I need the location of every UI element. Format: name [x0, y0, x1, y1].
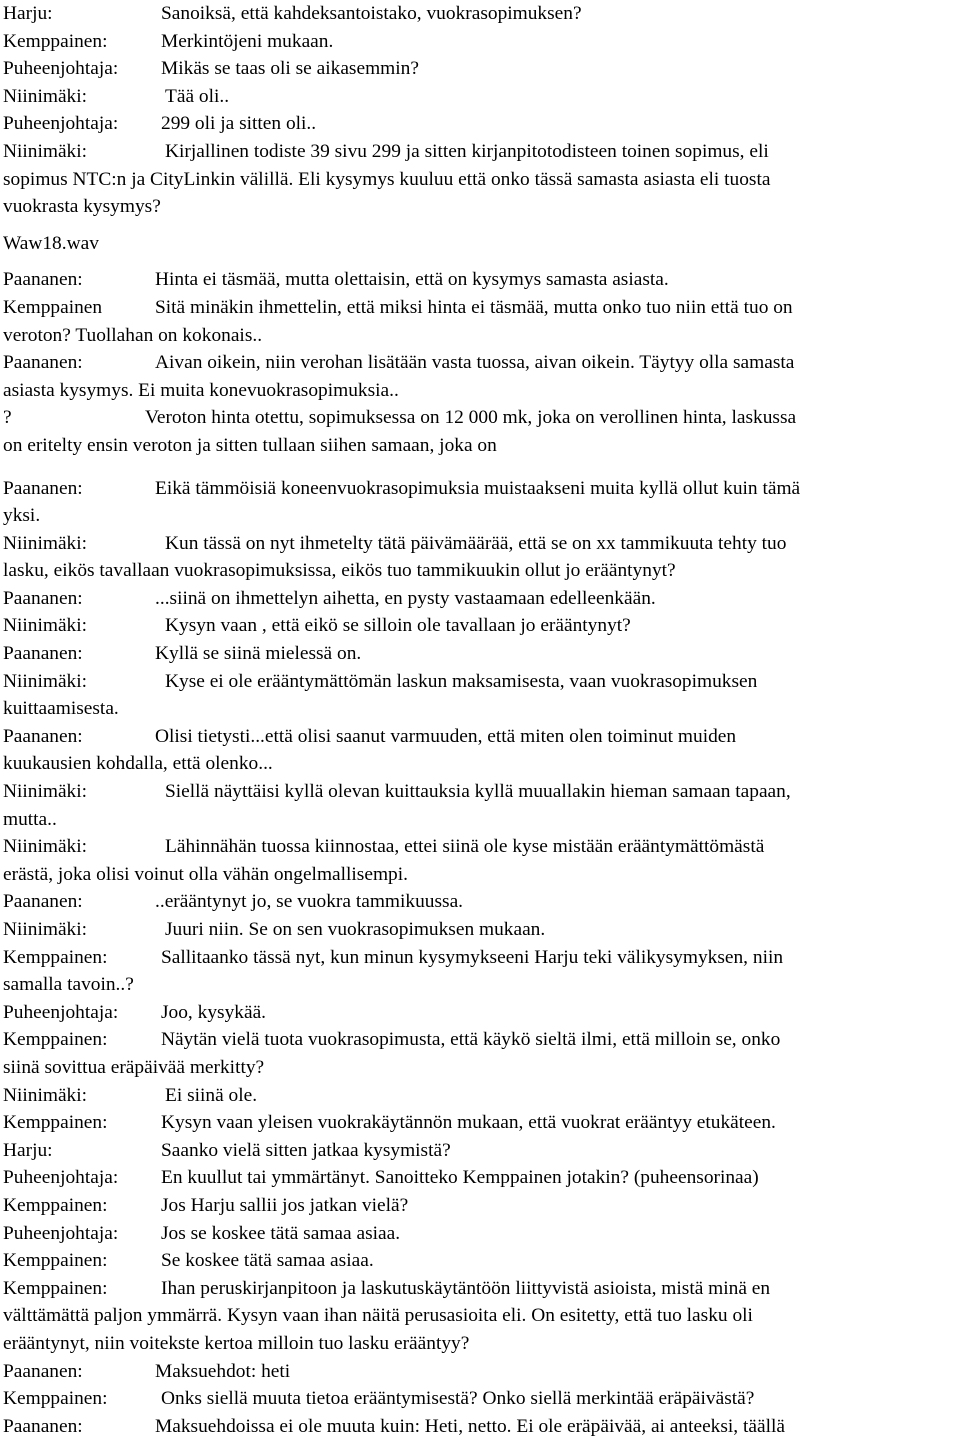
speaker-label: Puheenjohtaja:: [3, 1222, 119, 1244]
transcript-line: [3, 432, 958, 460]
speaker-label: Kemppainen:: [3, 1250, 108, 1272]
speaker-label: Paananen:: [3, 725, 83, 747]
speaker-label: Niinimäki:: [3, 919, 88, 940]
utterance-text: Kyllä se siinä mielessä on.: [155, 643, 362, 665]
utterance-text: Jos se koskee tätä samaa asiaa.: [161, 1222, 401, 1244]
utterance-text: Sanoiksä, että kahdeksantoistako, vuokrasopimuksen?: [161, 3, 582, 24]
speaker-label: Puheenjohtaja:: [3, 1001, 119, 1023]
transcript-line: [3, 1413, 958, 1441]
transcript-line: [3, 322, 958, 350]
transcript-line: [3, 266, 958, 294]
utterance-text: Saanko vielä sitten jatkaa kysymistä?: [161, 1139, 451, 1161]
speaker-label: Niinimäki:: [3, 1084, 88, 1106]
utterance-text: siinä sovittua eräpäivää merkitty?: [3, 1056, 265, 1078]
utterance-text: vuokrasta kysymys?: [3, 196, 161, 218]
speaker-label: Niinimäki:: [3, 615, 88, 637]
utterance-text: Näytän vielä tuota vuokrasopimusta, että käykö sieltä ilmi, että milloin se, onko: [161, 1029, 781, 1051]
transcript-line: [3, 585, 958, 613]
transcript-line: [3, 1302, 958, 1330]
speaker-label: Paananen:: [3, 891, 83, 913]
utterance-text: Tää oli..: [165, 85, 230, 107]
transcript-line: [3, 1247, 958, 1275]
utterance-text: on eritelty ensin veroton ja sitten tullaan siihen samaan, joka on: [3, 434, 497, 456]
transcript-line: [3, 83, 958, 111]
utterance-text: Ei siinä ole.: [165, 1084, 258, 1106]
speaker-label: Paananen:: [3, 643, 83, 665]
transcript-line: [3, 377, 958, 405]
transcript-line: [3, 349, 958, 377]
speaker-label: Puheenjohtaja:: [3, 113, 119, 135]
transcript-line: [3, 502, 958, 530]
utterance-text: Onks siellä muuta tietoa erääntymisestä? Onko siellä merkintää eräpäivästä?: [161, 1388, 755, 1410]
utterance-text: Lähinnähän tuossa kiinnostaa, ettei siinä ole kyse mistään erääntymättömästä: [165, 836, 765, 858]
utterance-text: Ihan peruskirjanpitoon ja laskutuskäytäntöön liittyvistä asioista, mistä minä en: [161, 1277, 771, 1299]
utterance-text: asiasta kysymys. Ei muita konevuokrasopimuksia..: [3, 379, 399, 401]
transcript-line: [3, 1137, 958, 1165]
speaker-label: Paananen:: [3, 352, 83, 374]
transcript-line: [3, 916, 958, 944]
utterance-text: Siellä näyttäisi kyllä olevan kuittauksia kyllä muuallakin hieman samaan tapaan,: [165, 781, 791, 803]
utterance-text: kuukausien kohdalla, että olenko...: [3, 753, 273, 775]
utterance-text: Veroton hinta otettu, sopimuksessa on 12 000 mk, joka on verollinen hinta, laskussa: [145, 407, 797, 429]
transcript-line: [3, 640, 958, 668]
utterance-text: Juuri niin. Se on sen vuokrasopimuksen mukaan.: [165, 919, 546, 940]
speaker-label: Niinimäki:: [3, 670, 88, 692]
transcript-line: [3, 404, 958, 432]
speaker-label: Niinimäki:: [3, 836, 88, 858]
speaker-label: Niinimäki:: [3, 85, 88, 107]
utterance-text: Kun tässä on nyt ihmetelty tätä päivämäärää, että se on xx tammikuuta tehty tuo: [165, 532, 787, 554]
transcript-line: [3, 1054, 958, 1082]
transcript-line: [3, 833, 958, 861]
utterance-text: Aivan oikein, niin verohan lisätään vasta tuossa, aivan oikein. Täytyy olla samasta: [155, 352, 795, 374]
transcript-line: [3, 1082, 958, 1110]
speaker-label: Kemppainen:: [3, 1388, 108, 1410]
utterance-text: Sitä minäkin ihmettelin, että miksi hinta ei täsmää, mutta onko tuo niin että tuo on: [155, 296, 793, 318]
utterance-text: erästä, joka olisi voinut olla vähän ongelmallisempi.: [3, 863, 408, 885]
utterance-text: Kysyn vaan , että eikö se silloin ole tavallaan jo erääntynyt?: [165, 615, 631, 637]
paragraph-gap: [3, 221, 958, 230]
speaker-label: Kemppainen:: [3, 30, 108, 52]
utterance-text: Maksuehdot: heti: [155, 1360, 291, 1382]
transcript-line: [3, 1330, 958, 1358]
utterance-text: ...siinä on ihmettelyn aihetta, en pysty vastaamaan edelleenkään.: [155, 587, 656, 609]
utterance-text: sopimus NTC:n ja CityLinkin välillä. Eli kysymys kuuluu että onko tässä samasta asiasta eli tuosta: [3, 168, 771, 190]
speaker-label: Harju:: [3, 1139, 53, 1161]
transcript-line: [3, 1275, 958, 1303]
utterance-text: Mikäs se taas oli se aikasemmin?: [161, 58, 419, 80]
paragraph-gap: [3, 460, 958, 475]
utterance-text: kuittaamisesta.: [3, 698, 119, 720]
transcript-line: [3, 612, 958, 640]
speaker-label: Kemppainen:: [3, 1112, 108, 1134]
utterance-text: ..erääntynyt jo, se vuokra tammikuussa.: [155, 891, 464, 913]
transcript-line: [3, 999, 958, 1027]
paragraph-gap: [3, 257, 958, 266]
speaker-label: Kemppainen:: [3, 1029, 108, 1051]
transcript-line: [3, 55, 958, 83]
utterance-text: Jos Harju sallii jos jatkan vielä?: [161, 1194, 409, 1216]
transcript-line: [3, 1192, 958, 1220]
speaker-label: Niinimäki:: [3, 140, 88, 162]
utterance-text: Kyse ei ole erääntymättömän laskun maksamisesta, vaan vuokrasopimuksen: [165, 670, 758, 692]
speaker-label: Paananen:: [3, 1415, 83, 1437]
speaker-label: Puheenjohtaja:: [3, 1167, 119, 1189]
utterance-text: Olisi tietysti...että olisi saanut varmuuden, että miten olen toiminut muiden: [155, 725, 737, 747]
speaker-label: Paananen:: [3, 587, 83, 609]
utterance-text: 299 oli ja sitten oli..: [161, 113, 317, 135]
transcript-line: [3, 1358, 958, 1386]
transcript-line: [3, 1109, 958, 1137]
transcript-line: [3, 971, 958, 999]
speaker-label: Harju:: [3, 3, 53, 24]
utterance-text: Joo, kysykää.: [161, 1001, 267, 1023]
utterance-text: Eikä tämmöisiä koneenvuokrasopimuksia muistaakseni muita kyllä ollut kuin tämä: [155, 477, 801, 499]
utterance-text: En kuullut tai ymmärtänyt. Sanoitteko Kemppainen jotakin? (puheensorinaa): [161, 1167, 759, 1189]
transcript-line: [3, 166, 958, 194]
speaker-label: Niinimäki:: [3, 532, 88, 554]
speaker-label: Kemppainen:: [3, 1194, 108, 1216]
transcript-line: [3, 193, 958, 221]
utterance-text: Sallitaanko tässä nyt, kun minun kysymykseeni Harju teki välikysymyksen, niin: [161, 946, 784, 968]
utterance-text: samalla tavoin..?: [3, 974, 134, 996]
utterance-text: erääntynyt, niin voitekste kertoa milloin tuo lasku erääntyy?: [3, 1332, 470, 1354]
utterance-text: Kirjallinen todiste 39 sivu 299 ja sitten kirjanpitotodisteen toinen sopimus, eli: [165, 140, 769, 162]
transcript-line: [3, 530, 958, 558]
transcript-line: [3, 778, 958, 806]
transcript-line: [3, 294, 958, 322]
utterance-text: välttämättä paljon ymmärrä. Kysyn vaan ihan näitä perusasioita eli. On esitetty, että tuo lasku oli: [3, 1305, 753, 1327]
transcript-line: [3, 230, 958, 258]
transcript-line: [3, 28, 958, 56]
utterance-text: Hinta ei täsmää, mutta olettaisin, että on kysymys samasta asiasta.: [155, 269, 669, 291]
utterance-text: mutta..: [3, 808, 57, 830]
transcript-line: [3, 695, 958, 723]
transcript-line: [3, 668, 958, 696]
speaker-label: Paananen:: [3, 1360, 83, 1382]
transcript-line: [3, 1164, 958, 1192]
utterance-text: Merkintöjeni mukaan.: [161, 30, 334, 52]
speaker-label: Puheenjohtaja:: [3, 58, 119, 80]
speaker-label: Paananen:: [3, 477, 83, 499]
transcript-line: [3, 750, 958, 778]
transcript-line: [3, 1385, 958, 1413]
transcript-line: [3, 475, 958, 503]
speaker-label: Paananen:: [3, 269, 83, 291]
speaker-label: Kemppainen: [3, 296, 103, 318]
transcript-line: [3, 1026, 958, 1054]
speaker-label: Niinimäki:: [3, 781, 88, 803]
utterance-text: lasku, eikös tavallaan vuokrasopimuksissa, eikös tuo tammikuukin ollut jo erääntynyt?: [3, 560, 676, 582]
transcript-line: [3, 110, 958, 138]
speaker-label: Kemppainen:: [3, 1277, 108, 1299]
utterance-text: veroton? Tuollahan on kokonais..: [3, 324, 263, 346]
transcript-line: [3, 806, 958, 834]
transcript-line: [3, 1220, 958, 1248]
transcript-line: [3, 0, 958, 28]
transcript-line: [3, 888, 958, 916]
utterance-text: Se koskee tätä samaa asiaa.: [161, 1250, 374, 1272]
speaker-label: ?: [3, 407, 12, 429]
transcript-line: [3, 557, 958, 585]
transcript-line: [3, 944, 958, 972]
utterance-text: Maksuehdoissa ei ole muuta kuin: Heti, netto. Ei ole eräpäivää, ai anteeksi, täällä: [155, 1415, 785, 1437]
transcript-line: [3, 861, 958, 889]
transcript-line: [3, 138, 958, 166]
transcript-page: [3, 0, 958, 1440]
utterance-text: yksi.: [3, 505, 41, 527]
utterance-text: Kysyn vaan yleisen vuokrakäytännön mukaan, että vuokrat erääntyy etukäteen.: [161, 1112, 776, 1134]
speaker-label: Kemppainen:: [3, 946, 108, 968]
transcript-line: [3, 723, 958, 751]
utterance-text: Waw18.wav: [3, 232, 99, 254]
